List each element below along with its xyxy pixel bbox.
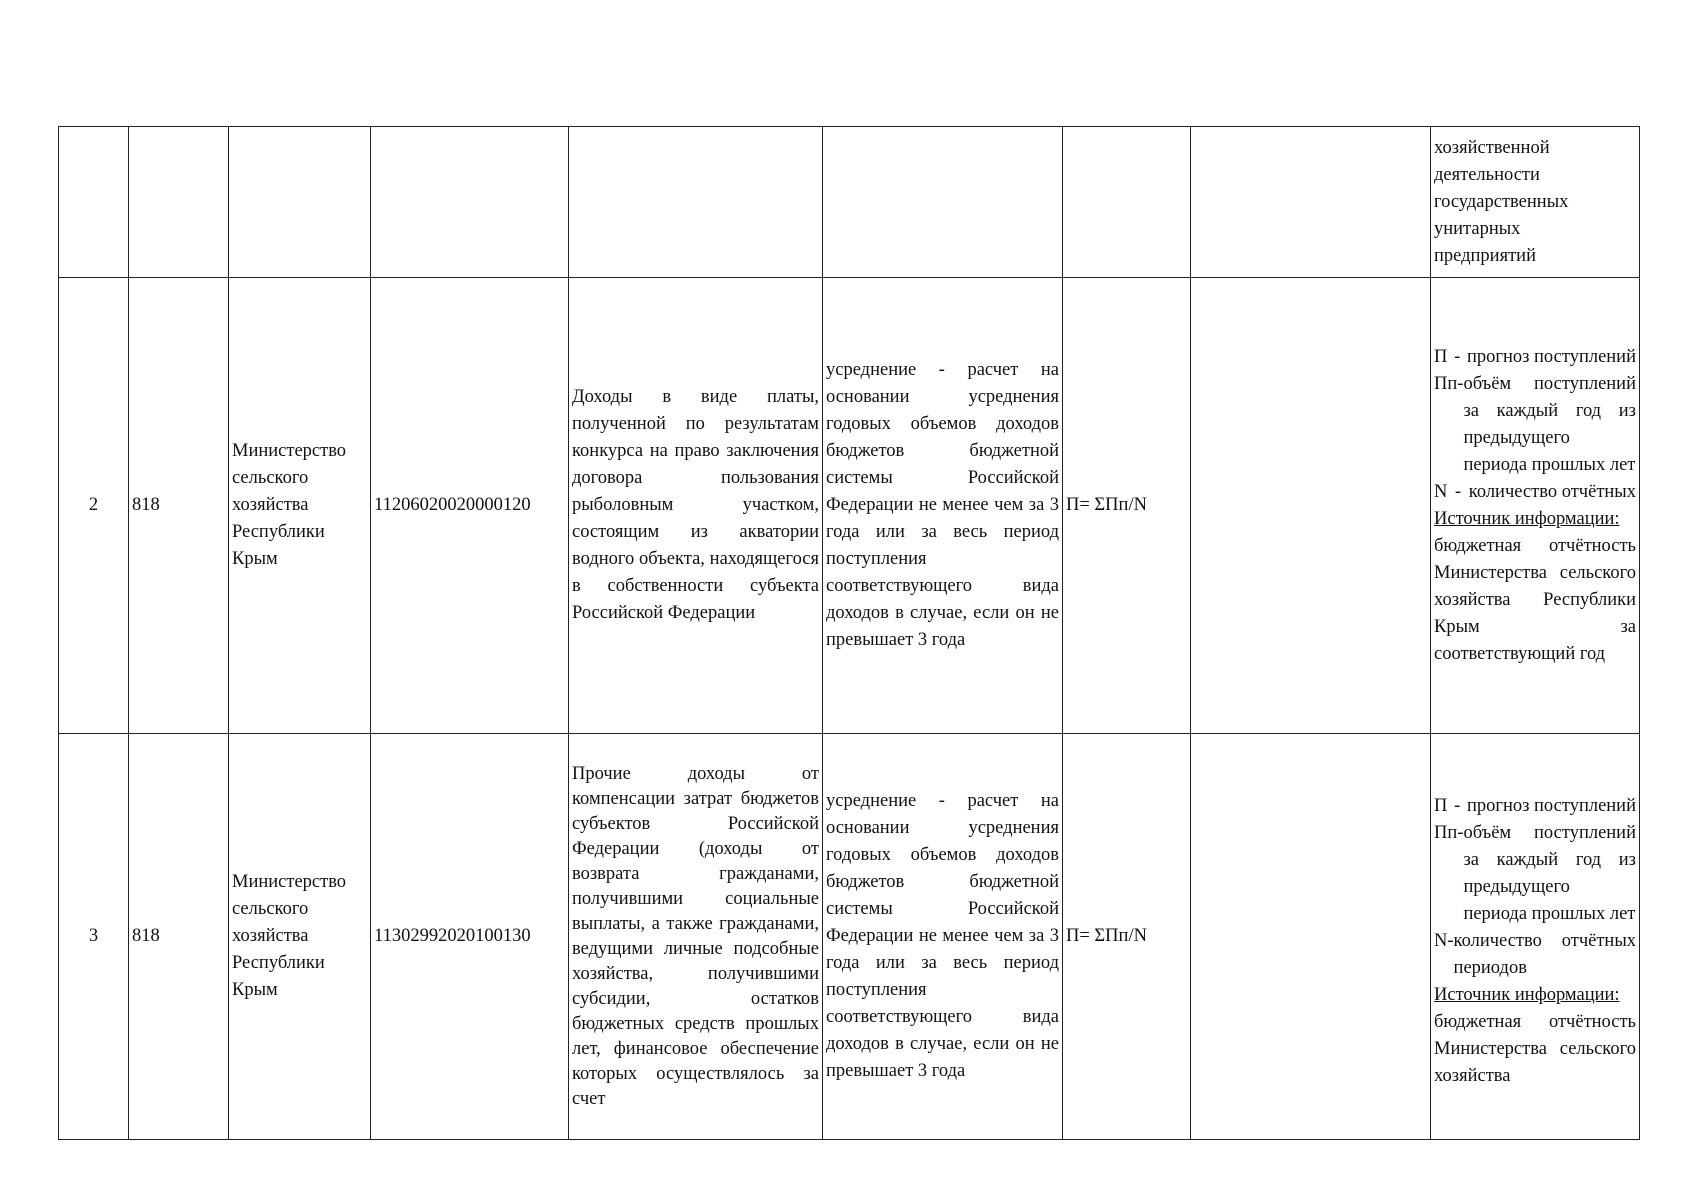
count-definition	[1434, 479, 1636, 506]
kbk-code-cell: 11206020020000120	[371, 278, 569, 734]
kbk-code-cell: 11302992020100130	[371, 734, 569, 1140]
method-cell: усреднение - расчет на основании усреднения годовых объемов доходов бюджетов бюджетной системы Российской Федерации не менее чем за 3 года или за весь период поступления соответствующего вида доходов в случае, если он не превышает 3 года	[823, 734, 1063, 1140]
definition-text: количество отчётных	[1468, 481, 1636, 502]
formula-cell: П= ΣПп/N	[1063, 734, 1191, 1140]
dash: -	[1457, 823, 1464, 843]
extra-cell	[1191, 278, 1431, 734]
income-name-cell: Доходы в виде платы, полученной по результатам конкурса на право заключения договора пользования рыболовным участком, состоящим из акватории водного объекта, находящегося в собственности субъекта Российской Федерации	[569, 278, 823, 734]
kbk-code-cell	[371, 127, 569, 278]
ministry-cell	[229, 127, 371, 278]
table-row	[59, 278, 1640, 734]
source-label: Источник информации:	[1434, 985, 1620, 1005]
description-cell	[1431, 734, 1640, 1140]
dash: -	[1454, 346, 1461, 367]
row-number-cell: 2	[59, 278, 129, 734]
symbol-label: N	[1434, 481, 1448, 502]
income-name-cell: Прочие доходы от компенсации затрат бюджетов субъектов Российской Федерации (доходы от возврата гражданами, получившими социальные выплаты, а также гражданами, ведущими личные подсобные хозяйства, получившими субсидии, остатков бюджетных средств прошлых лет, финансовое обеспечение которых осуществлялось за счет	[569, 734, 823, 1140]
ministry-line: сельского	[232, 468, 309, 488]
symbol-label: Пп	[1434, 373, 1458, 394]
dash: -	[1454, 481, 1462, 502]
symbol-label: Пп	[1434, 823, 1458, 843]
ministry-line: Министерство	[232, 872, 347, 892]
description-line: хозяйственной	[1434, 137, 1550, 158]
definition-text: прогноз поступлений	[1466, 346, 1636, 367]
formula-cell: П= ΣПп/N	[1063, 278, 1191, 734]
ministry-line: Республики	[232, 953, 325, 973]
admin-code-cell: 818	[129, 278, 229, 734]
extra-cell	[1191, 734, 1431, 1140]
description-cell	[1431, 127, 1640, 278]
table-row	[59, 127, 1640, 278]
method-cell: усреднение - расчет на основании усреднения годовых объемов доходов бюджетов бюджетной системы Российской Федерации не менее чем за 3 года или за весь период поступления соответствующего вида доходов в случае, если он не превышает 3 года	[823, 278, 1063, 734]
source-text: бюджетная отчётность Министерства сельского хозяйства Республики Крым за соответствующий год	[1434, 535, 1636, 664]
description-line: деятельности	[1434, 164, 1540, 185]
ministry-cell	[229, 734, 371, 1140]
method-cell	[823, 127, 1063, 278]
dash: -	[1457, 373, 1464, 394]
table-row	[59, 734, 1640, 1140]
admin-code-cell: 818	[129, 734, 229, 1140]
ministry-cell	[229, 278, 371, 734]
source-label: Источник информации:	[1434, 508, 1620, 529]
dash: -	[1447, 931, 1454, 951]
symbol-label: N	[1434, 931, 1448, 951]
ministry-line: Крым	[232, 980, 278, 1000]
forecast-definition	[1434, 344, 1636, 371]
ministry-line: Республики	[232, 522, 325, 542]
extra-cell	[1191, 127, 1431, 278]
income-forecast-table	[58, 126, 1640, 1140]
description-line: государственных	[1434, 191, 1569, 212]
admin-code-cell	[129, 127, 229, 278]
ministry-line: Министерство	[232, 441, 347, 461]
ministry-line: Крым	[232, 549, 278, 569]
volume-definition	[1434, 820, 1636, 928]
source-text: бюджетная отчётность Министерства сельского хозяйства	[1434, 1012, 1636, 1086]
income-name-cell	[569, 127, 823, 278]
row-number-cell: 3	[59, 734, 129, 1140]
description-cell	[1431, 278, 1640, 734]
ministry-line: хозяйства	[232, 495, 309, 515]
volume-definition	[1434, 371, 1636, 479]
description-line: предприятий	[1434, 245, 1536, 266]
formula-cell	[1063, 127, 1191, 278]
ministry-line: хозяйства	[232, 926, 309, 946]
dash: -	[1454, 796, 1461, 816]
symbol-label: П	[1434, 796, 1448, 816]
definition-text: объём поступлений за каждый год из предыдущего периода прошлых лет	[1463, 823, 1636, 924]
row-number-cell	[59, 127, 129, 278]
count-definition	[1434, 928, 1636, 982]
symbol-label: П	[1434, 346, 1448, 367]
description-line: унитарных	[1434, 218, 1521, 239]
definition-text: количество отчётных периодов	[1453, 931, 1636, 978]
ministry-line: сельского	[232, 899, 309, 919]
definition-text: объём поступлений за каждый год из предыдущего периода прошлых лет	[1463, 373, 1636, 475]
definition-text: прогноз поступлений	[1466, 796, 1636, 816]
forecast-definition	[1434, 793, 1636, 820]
